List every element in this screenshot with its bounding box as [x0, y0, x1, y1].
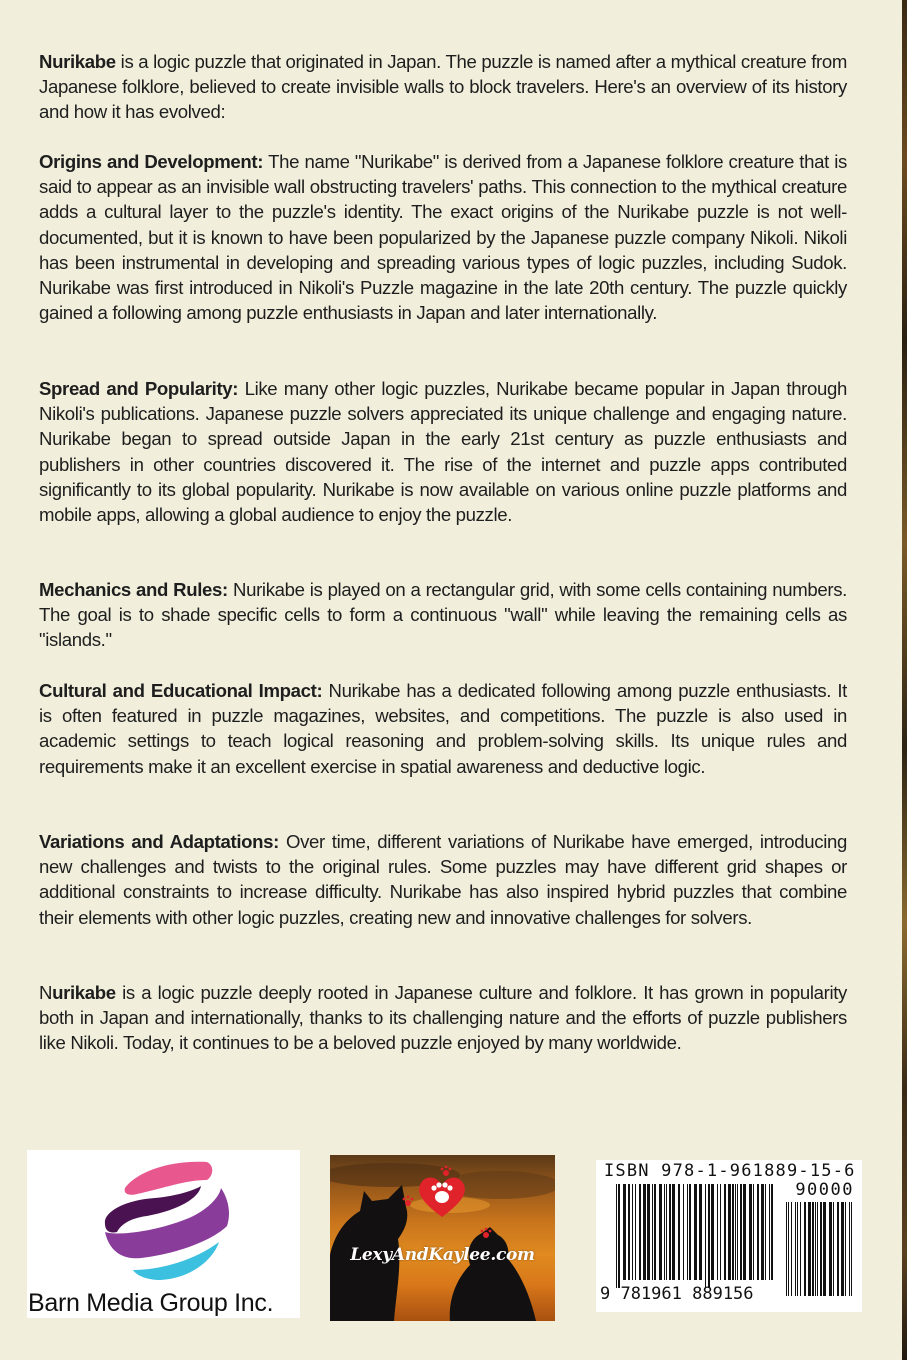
barcode-bar — [788, 1202, 789, 1296]
website-logo — [330, 1155, 555, 1321]
barcode-bar — [749, 1184, 752, 1280]
paragraph-body: Over time, different variations of Nurikabe have emerged, introducing new challenges and twists to the original rules. Some puzzles may have different grid shapes or additional constraints to increase difficulty. Nurikabe has also inspired hybrid puzzles that combine their elements with other logic puzzles, creating new and innovative challenges for solvers. — [39, 831, 847, 928]
barcode-bar — [628, 1184, 630, 1280]
barcode-bar — [845, 1202, 846, 1296]
barcode-bar — [815, 1202, 816, 1296]
barcode-bar — [689, 1184, 691, 1280]
barcode-bar — [849, 1202, 850, 1296]
paragraph-spread — [39, 376, 847, 527]
barcode-bar — [804, 1202, 806, 1296]
barcode-bar — [669, 1184, 671, 1280]
barcode-bar — [737, 1184, 738, 1280]
barcode-bar — [708, 1184, 710, 1288]
barcode-bar — [841, 1202, 844, 1296]
barcode-bar — [616, 1184, 617, 1288]
barcode-bar — [797, 1202, 798, 1296]
book-spine-edge — [902, 0, 907, 1360]
barcode-bar — [678, 1184, 680, 1280]
publisher-logo — [27, 1150, 300, 1318]
paragraph-body: Nurikabe has a dedicated following among puzzle enthusiasts. It is often featured in puzzle magazines, websites, and competitions. The puzzle is also used in academic settings to teach logical reasoning and problem-solving skills. Its unique rules and requirements make it an excellent exercise in spatial awareness and deductive logic. — [39, 680, 847, 777]
barcode-bar — [687, 1184, 688, 1280]
paragraph-body: is a logic puzzle deeply rooted in Japanese culture and folklore. It has grown in popularity both in Japan and internationally, thanks to its challenging nature and the efforts of puzzle publishers like Nikoli. Today, it continues to be a beloved puzzle enjoyed by many worldwide. — [39, 982, 847, 1054]
paragraph-heading: urikabe — [52, 982, 116, 1003]
barcode-bar — [800, 1202, 801, 1296]
barcode-bar — [699, 1184, 702, 1280]
publisher-name: Barn Media Group Inc. — [28, 1289, 274, 1317]
barcode-bar — [740, 1184, 742, 1280]
barcode-bar — [812, 1202, 814, 1296]
barcode-bar — [820, 1202, 822, 1296]
barcode-bar — [672, 1184, 675, 1280]
barcode-bar — [705, 1184, 706, 1288]
barcode-bar — [786, 1202, 787, 1296]
paragraph-cultural — [39, 678, 847, 779]
barcode-bar — [666, 1184, 667, 1280]
barcode-bar — [623, 1184, 626, 1280]
barcode-bar — [654, 1184, 656, 1280]
barcode-bar — [717, 1184, 718, 1280]
paragraph-intro — [39, 49, 847, 125]
website-name: LexyAndKaylee.com — [350, 1245, 535, 1265]
paragraph-variations — [39, 829, 847, 930]
paragraph-body: The name "Nurikabe" is derived from a Japanese folklore creature that is said to appear as an invisible wall obstructing travelers' paths. This connection to the mythical creature adds a cultural layer to the puzzle's identity. The exact origins of the Nurikabe puzzle is not well-documented, but it is known to have been popularized by the Japanese puzzle company Nikoli. Nikoli has been instrumental in developing and spreading various types of logic puzzles, including Sudok. Nurikabe was first introduced in Nikoli's Puzzle magazine in the late 20th century. The puzzle quickly gained a following among puzzle enthusiasts in Japan and later internationally. — [39, 151, 847, 324]
barcode-bar — [817, 1202, 818, 1296]
paragraph-heading: Mechanics and Rules: — [39, 579, 228, 600]
barcode-bar — [711, 1184, 714, 1280]
barcode-bar — [735, 1184, 736, 1280]
barcode-bar — [769, 1184, 770, 1280]
barcode-bar — [753, 1184, 754, 1280]
barcode-bar — [639, 1184, 641, 1280]
isbn-barcode — [596, 1160, 862, 1312]
paragraph-heading: Variations and Adaptations: — [39, 831, 280, 852]
paragraph-conclusion — [39, 980, 847, 1056]
paragraph-lead: N — [39, 982, 53, 1003]
barcode-bar — [652, 1184, 653, 1280]
paragraph-heading: Nurikabe — [39, 51, 116, 72]
barcode-bar — [647, 1184, 650, 1280]
paragraph-body: Like many other logic puzzles, Nurikabe became popular in Japan through Nikoli's publications. Japanese puzzle solvers appreciated its unique challenge and engaging nature. Nurikabe began to spread outside Japan in the early 21st century as puzzle enthusiasts and publishers in other countries discovered it. The rise of the internet and puzzle apps contributed significantly to its global popularity. Nurikabe is now available on various online puzzle platforms and mobile apps, allowing a global audience to enjoy the puzzle. — [39, 378, 847, 526]
barcode-bar — [829, 1202, 832, 1296]
barcode-bar — [833, 1202, 834, 1296]
dog-silhouettes-image — [330, 1155, 555, 1321]
barcode-bar — [795, 1202, 796, 1296]
paragraph-body: is a logic puzzle that originated in Japan. The puzzle is named after a mythical creature from Japanese folklore, believed to create invisible walls to block travelers. Here's an overview of its history and how it has evolved: — [39, 51, 847, 123]
barcode-bar — [664, 1184, 665, 1280]
swirl-sphere-logo-icon — [95, 1154, 235, 1282]
barcode-bar — [743, 1184, 746, 1280]
barcode-bar — [808, 1202, 811, 1296]
isbn-label: ISBN 978-1-961889-15-6 — [604, 1161, 856, 1181]
barcode-bar — [632, 1184, 633, 1280]
barcode-bar — [837, 1202, 839, 1296]
paragraph-heading: Spread and Popularity: — [39, 378, 239, 399]
paragraph-heading: Origins and Development: — [39, 151, 264, 172]
barcode-bar — [724, 1184, 726, 1280]
barcode-bar — [720, 1184, 721, 1280]
barcode-bar — [683, 1184, 684, 1280]
barcode-bar — [791, 1202, 792, 1296]
paragraph-heading: Cultural and Educational Impact: — [39, 680, 323, 701]
barcode-bar — [765, 1184, 766, 1280]
barcode-bar — [851, 1202, 852, 1296]
barcode-bar — [694, 1184, 697, 1280]
barcode-bar — [771, 1184, 773, 1280]
barcode-bar — [761, 1184, 764, 1280]
barcode-bar — [659, 1184, 662, 1280]
ean-number: 9 781961 889156 — [600, 1284, 754, 1304]
barcode-bar — [757, 1184, 759, 1280]
paragraph-body: Nurikabe is played on a rectangular grid, with some cells containing numbers. The goal is to shade specific cells to form a continuous "wall" while leaving the remaining cells as "islands." — [39, 579, 847, 651]
barcode-bar — [635, 1184, 636, 1280]
price-addon-code: 90000 — [795, 1180, 854, 1200]
paragraph-mechanics — [39, 577, 847, 653]
barcode-bar — [823, 1202, 826, 1296]
barcode-bar — [728, 1184, 731, 1280]
paragraph-origins — [39, 149, 847, 325]
barcode-bar — [732, 1184, 734, 1280]
barcode-bar — [618, 1184, 620, 1288]
barcode-bar — [643, 1184, 646, 1280]
